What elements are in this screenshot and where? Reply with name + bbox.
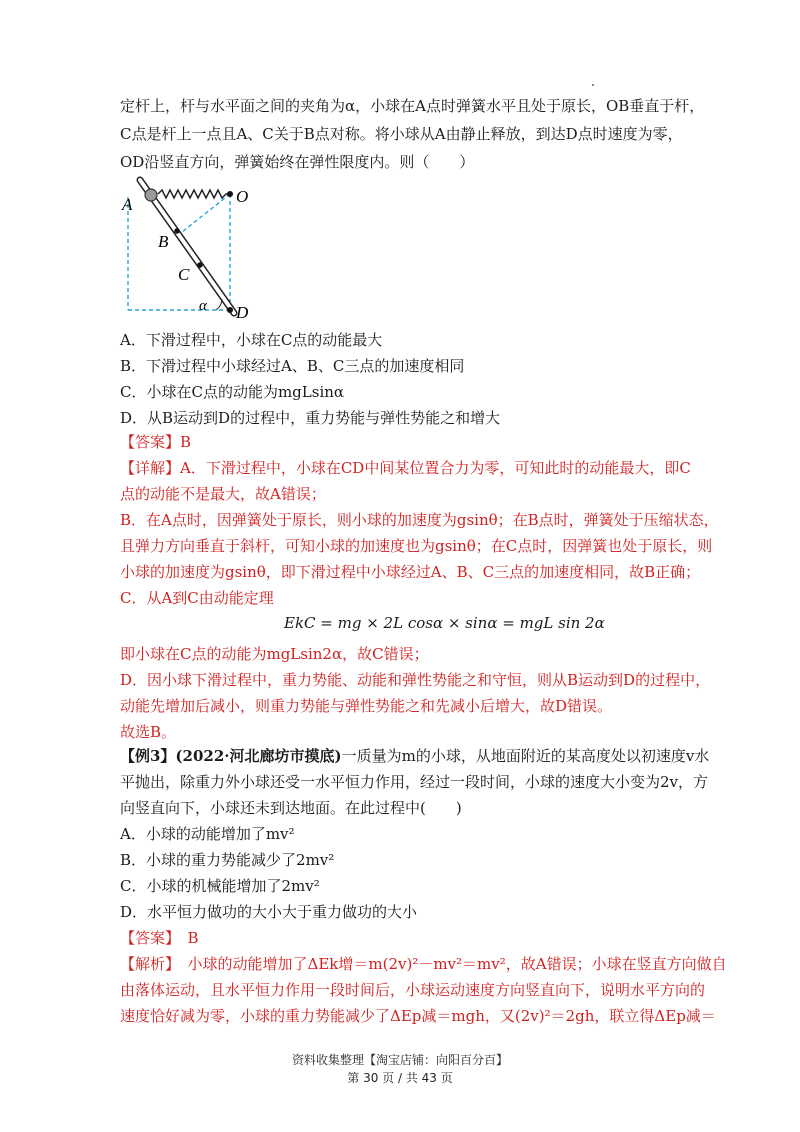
point-c	[197, 262, 203, 268]
example3-line-1	[120, 746, 710, 766]
intro-line-2: C点是杆上一点且A、C关于B点对称。将小球从A由静止释放，到达D点时速度为零，	[120, 125, 683, 143]
point-d	[227, 307, 233, 313]
spring	[158, 190, 230, 198]
label-o: O	[236, 187, 249, 206]
example3-analysis-1: 【解析】 小球的动能增加了ΔEk增＝m(2v)²－mv²＝mv²，故A错误；小球在竖直方向做自	[120, 955, 727, 973]
label-alpha: α	[199, 298, 207, 314]
intro-line-1: 定杆上，杆与水平面之间的夹角为α，小球在A点时弹簧水平且处于原长，OB垂直于杆，	[120, 97, 705, 115]
answer-label: 【答案】B	[120, 433, 192, 451]
footer-page-number: 第 30 页 / 共 43 页	[347, 1071, 453, 1085]
example3-option-c: C．小球的机械能增加了2mv²	[120, 877, 320, 895]
example3-answer: 【答案】 B	[120, 929, 199, 947]
explanation-line-4: 且弹力方向垂直于斜杆，可知小球的加速度也为gsinθ；在C点时，因弹簧也处于原长，则	[120, 537, 713, 555]
ob-dashed-line	[177, 194, 230, 236]
label-b: B	[158, 232, 169, 251]
option-d: D．从B运动到D的过程中，重力势能与弹性势能之和增大	[120, 409, 501, 427]
explanation-line-7: 即小球在C点的动能为mgLsin2α，故C错误；	[120, 645, 429, 663]
option-b: B．下滑过程中小球经过A、B、C三点的加速度相同	[120, 357, 465, 375]
example3-option-d: D．水平恒力做功的大小大于重力做功的大小	[120, 903, 418, 921]
label-c: C	[178, 265, 190, 284]
point-o	[227, 191, 233, 197]
example3-stem-2: 平抛出，除重力外小球还受一水平恒力作用，经过一段时间，小球的速度大小变为2v，方	[120, 773, 709, 791]
example3-stem-3: 向竖直向下，小球还未到达地面。在此过程中( )	[120, 799, 462, 817]
stray-dot	[592, 84, 594, 86]
point-b	[174, 228, 180, 234]
explanation-line-8: D．因小球下滑过程中，重力势能、动能和弹性势能之和守恒，则从B运动到D的过程中，	[120, 671, 711, 689]
footer-source: 资料收集整理【淘宝店铺：向阳百分百】	[291, 1053, 508, 1067]
explanation-line-6: C．从A到C由动能定理	[120, 589, 274, 607]
option-c: C．小球在C点的动能为mgLsinα	[120, 383, 345, 401]
kinetic-energy-formula: EkC = mg × 2L cosα × sinα = mgL sin 2α	[284, 614, 605, 632]
explanation-line-9: 动能先增加后减小，则重力势能与弹性势能之和先减小后增大，故D错误。	[120, 697, 613, 715]
explanation-line-3: B．在A点时，因弹簧处于原长，则小球的加速度为gsinθ；在B点时，弹簧处于压缩状态，	[120, 511, 719, 529]
example3-option-b: B．小球的重力势能减少了2mv²	[120, 851, 335, 869]
spring-rod-figure	[120, 172, 260, 324]
explanation-line-5: 小球的加速度为gsinθ，即下滑过程中小球经过A、B、C三点的加速度相同，故B正确；	[120, 563, 701, 581]
ball	[145, 189, 157, 201]
intro-line-3: OD沿竖直方向，弹簧始终在弹性限度内。则（ ）	[120, 153, 475, 171]
example3-analysis-3: 速度恰好减为零，小球的重力势能减少了ΔEp减＝mgh，又(2v)²＝2gh，联立得ΔEp减＝	[120, 1007, 716, 1025]
example3-analysis-2: 由落体运动，且水平恒力作用一段时间后，小球运动速度方向竖直向下，说明水平方向的	[120, 981, 706, 999]
example3-option-a: A．小球的动能增加了mv²	[120, 825, 295, 843]
label-a: A	[122, 195, 133, 214]
example3-stem-1: 一质量为m的小球，从地面附近的某高度处以初速度v水	[341, 747, 710, 765]
label-d: D	[236, 303, 249, 322]
explanation-line-10: 故选B。	[120, 723, 177, 741]
explanation-line-1: 【详解】A．下滑过程中，小球在CD中间某位置合力为零，可知此时的动能最大，即C	[120, 459, 691, 477]
example3-tag: 【例3】(2022·河北廊坊市摸底)	[120, 747, 342, 765]
explanation-line-2: 点的动能不是最大，故A错误；	[120, 485, 326, 503]
option-a: A．下滑过程中，小球在C点的动能最大	[120, 331, 383, 349]
